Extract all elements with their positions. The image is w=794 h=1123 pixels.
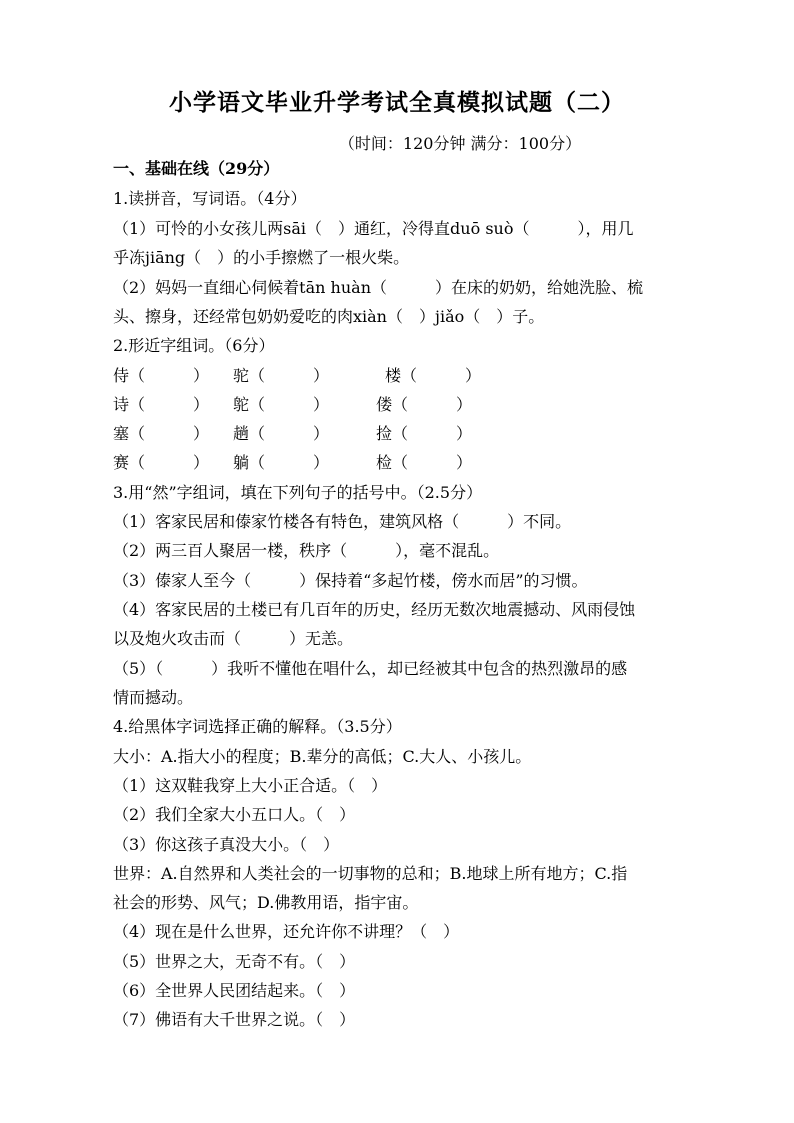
q3-sentence-5-line1: （5）（ ）我听不懂他在唱什么，却已经被其中包含的热烈激昂的感 [113, 659, 628, 678]
q4-definition-daxiao: 大小：A.指大小的程度；B.辈分的高低；C.大人、小孩儿。 [113, 747, 532, 766]
q3-sentence-4-line2: 以及炮火攻击而（ ）无恙。 [113, 629, 354, 648]
q1-heading: 1.读拼音，写词语。（4分） [113, 189, 307, 208]
q3-heading: 3.用“然”字组词，填在下列句子的括号中。（2.5分） [113, 483, 483, 502]
q4-item-3: （3）你这孩子真没大小。（ ） [113, 835, 340, 854]
exam-time-score: （时间：120分钟 满分：100分） [338, 134, 582, 153]
q2-char-cell: 塞（ ） [113, 424, 210, 443]
q4-heading: 4.给黑体字词选择正确的解释。（3.5分） [113, 717, 402, 736]
q2-char-cell: 趟（ ） [233, 424, 330, 443]
q3-sentence-2: （2）两三百人聚居一楼，秩序（ ），毫不混乱。 [113, 541, 500, 560]
q3-sentence-5-line2: 情而撼动。 [113, 688, 194, 707]
q4-item-7: （7）佛语有大千世界之说。（ ） [113, 1010, 356, 1029]
q4-definition-shijie-line2: 社会的形势、风气；D.佛教用语，指宇宙。 [113, 893, 419, 912]
q4-item-4: （4）现在是什么世界，还允许你不讲理？（ ） [113, 922, 460, 941]
q4-item-5: （5）世界之大，无奇不有。（ ） [113, 952, 356, 971]
q2-char-cell: 赛（ ） [113, 453, 210, 472]
q3-sentence-1: （1）客家民居和傣家竹楼各有特色，建筑风格（ ）不同。 [113, 512, 572, 531]
q2-char-cell: 躺（ ） [233, 453, 330, 472]
q4-item-1: （1）这双鞋我穿上大小正合适。（ ） [113, 776, 388, 795]
q4-item-2: （2）我们全家大小五口人。（ ） [113, 805, 356, 824]
section-heading: 一、基础在线（29分） [113, 159, 280, 178]
q4-item-6: （6）全世界人民团结起来。（ ） [113, 981, 356, 1000]
q2-char-cell: 鸵（ ） [233, 395, 330, 414]
q2-char-cell: 驼（ ） [233, 366, 330, 385]
q1-item2-line1: （2）妈妈一直细心伺候着tān huàn（ ）在床的奶奶，给她洗脸、梳 [113, 278, 643, 297]
q2-char-cell: 侍（ ） [113, 366, 210, 385]
q1-item1-line1: （1）可怜的小女孩儿两sāi（ ）通红，冷得直duō suò（ ），用几 [113, 219, 634, 238]
q2-heading: 2.形近字组词。（6分） [113, 336, 275, 355]
q3-sentence-4-line1: （4）客家民居的土楼已有几百年的历史，经历无数次地震撼动、风雨侵蚀 [113, 600, 636, 619]
page-title: 小学语文毕业升学考试全真模拟试题（二） [169, 89, 625, 116]
q2-char-cell: 检（ ） [376, 453, 473, 472]
q2-char-cell: 楼（ ） [385, 366, 482, 385]
q2-char-cell: 偻（ ） [376, 395, 473, 414]
q3-sentence-3: （3）傣家人至今（ ）保持着“多起竹楼，傍水而居”的习惯。 [113, 571, 588, 590]
q1-item1-line2: 乎冻jiāng（ ）的小手擦燃了一根火柴。 [113, 248, 410, 267]
q4-definition-shijie-line1: 世界：A.自然界和人类社会的一切事物的总和；B.地球上所有地方；C.指 [113, 864, 628, 883]
q1-item2-line2: 头、擦身，还经常包奶奶爱吃的肉xiàn（ ）jiǎo（ ）子。 [113, 307, 545, 326]
q2-char-cell: 捡（ ） [376, 424, 473, 443]
q2-char-cell: 诗（ ） [113, 395, 210, 414]
